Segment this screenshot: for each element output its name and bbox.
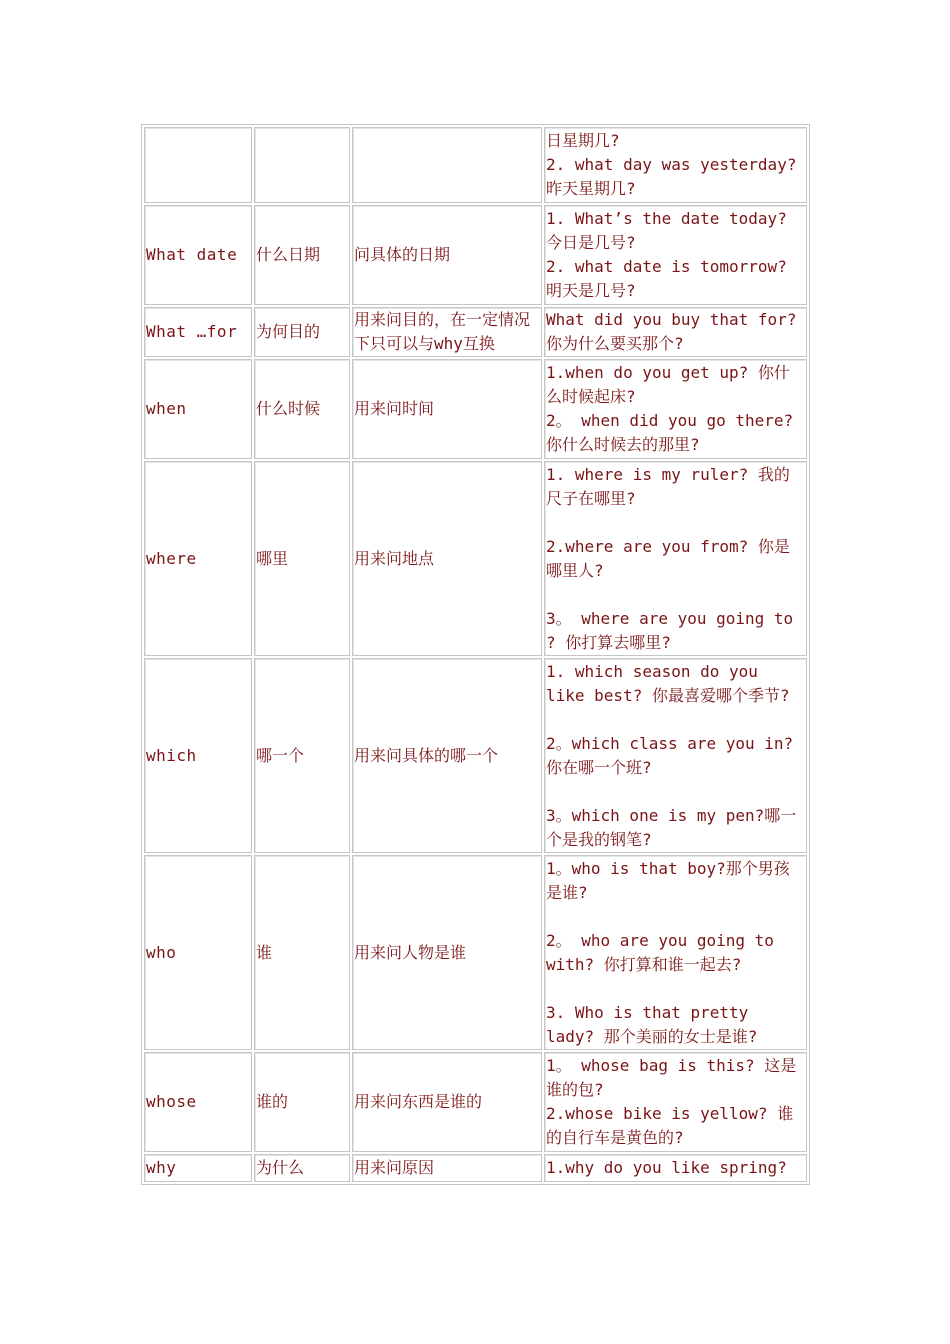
usage-cell: 用来问目的，在一定情况下只可以与why互换 [352, 307, 542, 357]
word-cell: when [144, 359, 252, 459]
word-cell: which [144, 658, 252, 853]
example-cell: 1。who is that boy?那个男孩是谁? 2。 who are you going to with? 你打算和谁一起去? 3. Who is that pretty lady? 那个美丽的女士是谁? [544, 855, 807, 1050]
word-cell: What date [144, 205, 252, 305]
usage-cell: 用来问原因 [352, 1154, 542, 1182]
usage-cell: 用来问具体的哪一个 [352, 658, 542, 853]
word-cell: where [144, 461, 252, 656]
meaning-cell: 什么日期 [254, 205, 350, 305]
table-row [144, 127, 807, 203]
word-cell: whose [144, 1052, 252, 1152]
usage-cell: 用来问时间 [352, 359, 542, 459]
example-cell: 日星期几? 2. what day was yesterday? 昨天星期几? [544, 127, 807, 203]
meaning-cell: 谁 [254, 855, 350, 1050]
question-word-table [141, 124, 810, 1185]
example-cell: 1。 whose bag is this? 这是谁的包? 2.whose bike is yellow? 谁的自行车是黄色的? [544, 1052, 807, 1152]
usage-cell [352, 127, 542, 203]
table-row [144, 307, 807, 357]
meaning-cell: 哪里 [254, 461, 350, 656]
word-cell: What …for [144, 307, 252, 357]
example-cell: 1.why do you like spring? [544, 1154, 807, 1182]
usage-cell: 问具体的日期 [352, 205, 542, 305]
meaning-cell: 为什么 [254, 1154, 350, 1182]
usage-cell: 用来问地点 [352, 461, 542, 656]
usage-cell: 用来问人物是谁 [352, 855, 542, 1050]
table-row [144, 359, 807, 459]
table-row [144, 1052, 807, 1152]
table-row [144, 658, 807, 853]
meaning-cell: 谁的 [254, 1052, 350, 1152]
example-cell: 1.when do you get up? 你什么时候起床? 2。 when did you go there? 你什么时候去的那里? [544, 359, 807, 459]
table-row [144, 1154, 807, 1182]
table-row [144, 461, 807, 656]
word-cell [144, 127, 252, 203]
usage-cell: 用来问东西是谁的 [352, 1052, 542, 1152]
table-row [144, 205, 807, 305]
example-cell: What did you buy that for? 你为什么要买那个? [544, 307, 807, 357]
example-cell: 1. which season do you like best? 你最喜爱哪个季节? 2。which class are you in? 你在哪一个班? 3。which one is my pen?哪一个是我的钢笔? [544, 658, 807, 853]
meaning-cell: 哪一个 [254, 658, 350, 853]
example-cell: 1. What’s the date today? 今日是几号? 2. what date is tomorrow? 明天是几号? [544, 205, 807, 305]
meaning-cell: 什么时候 [254, 359, 350, 459]
example-cell: 1. where is my ruler? 我的尺子在哪里? 2.where are you from? 你是哪里人? 3。 where are you going to ? 你打算去哪里? [544, 461, 807, 656]
table-row [144, 855, 807, 1050]
meaning-cell: 为何目的 [254, 307, 350, 357]
word-cell: why [144, 1154, 252, 1182]
word-cell: who [144, 855, 252, 1050]
meaning-cell [254, 127, 350, 203]
